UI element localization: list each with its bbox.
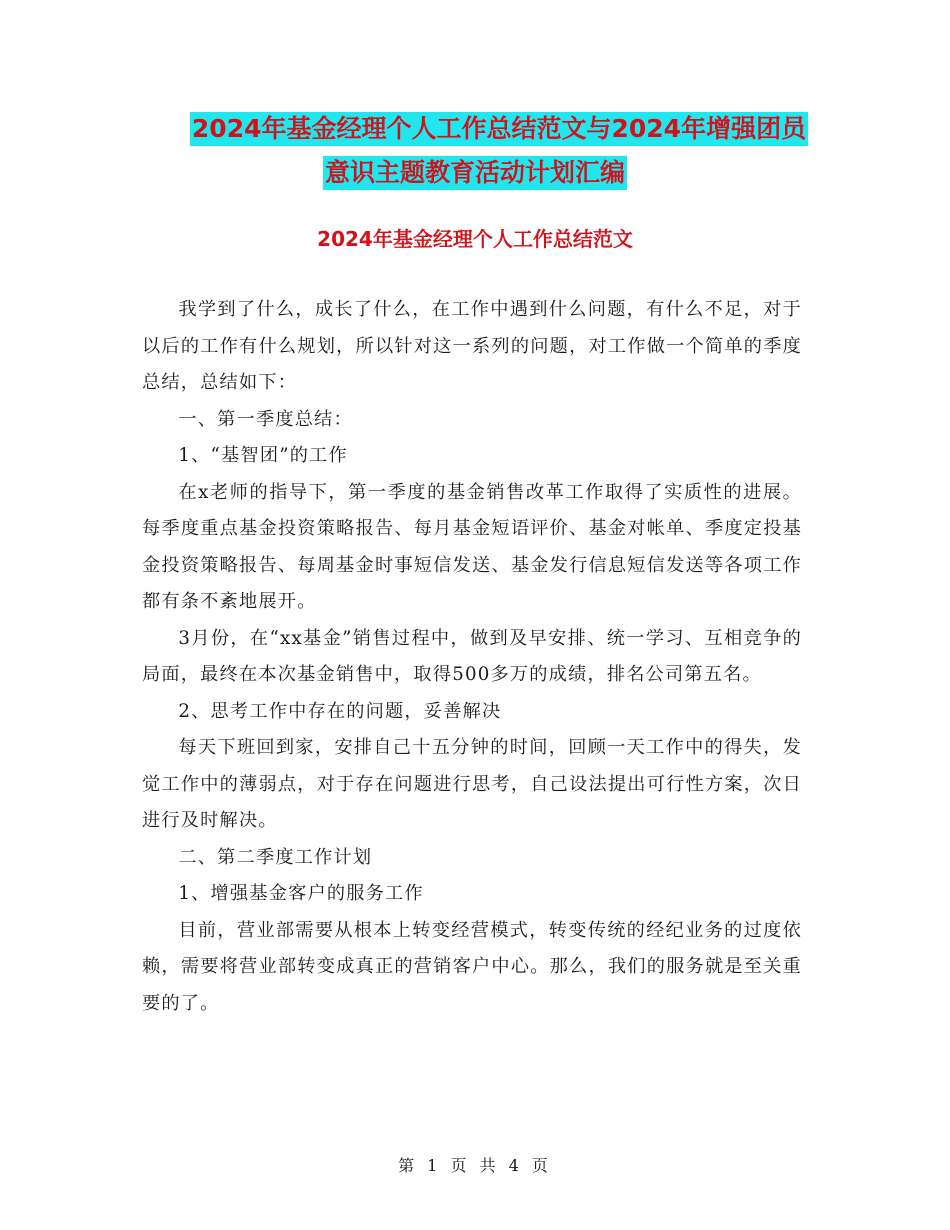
title-line-2: 意识主题教育活动计划汇编 — [323, 156, 627, 190]
paragraph: 一、第一季度总结： — [178, 408, 353, 430]
paragraph: 1、“基智团”的工作 — [178, 445, 348, 466]
paragraph: 3月份，在“xx基金”销售过程中，做到及早安排、统一学习、互相竞争的局面，最终在本次基金销售中，取得500多万的成绩，排名公司第五名。 — [142, 627, 802, 685]
document-title — [0, 112, 950, 200]
section-title: 2024年基金经理个人工作总结范文 — [317, 227, 633, 251]
paragraph: 在x老师的指导下，第一季度的基金销售改革工作取得了实质性的进展。每季度重点基金投资策略报告、每月基金短语评价、基金对帐单、季度定投基金投资策略报告、每周基金时事短信发送、基金发行信息短信发送等各项工作都有条不紊地展开。 — [142, 481, 802, 612]
page-number-footer: 第 1 页 共 4 页 — [398, 1156, 552, 1175]
title-row-2 — [0, 156, 950, 200]
paragraph: 1、增强基金客户的服务工作 — [178, 883, 424, 904]
paragraph: 2、思考工作中存在的问题，妥善解决 — [178, 700, 502, 722]
paragraph: 每天下班回到家，安排自己十五分钟的时间，回顾一天工作中的得失，发觉工作中的薄弱点，对于存在问题进行思考，自己设法提出可行性方案，次日进行及时解决。 — [142, 737, 802, 831]
title-line-1: 2024年基金经理个人工作总结范文与2024年增强团员 — [190, 112, 808, 146]
paragraph: 二、第二季度工作计划 — [178, 846, 373, 868]
paragraph: 目前，营业部需要从根本上转变经营模式，转变传统的经纪业务的过度依赖，需要将营业部转变成真正的营销客户中心。那么，我们的服务就是至关重要的了。 — [142, 919, 802, 1014]
document-body — [142, 292, 802, 1022]
paragraph: 我学到了什么，成长了什么，在工作中遇到什么问题，有什么不足，对于以后的工作有什么规划，所以针对这一系列的问题，对工作做一个简单的季度总结，总结如下： — [142, 299, 802, 393]
title-row-1 — [0, 112, 950, 156]
